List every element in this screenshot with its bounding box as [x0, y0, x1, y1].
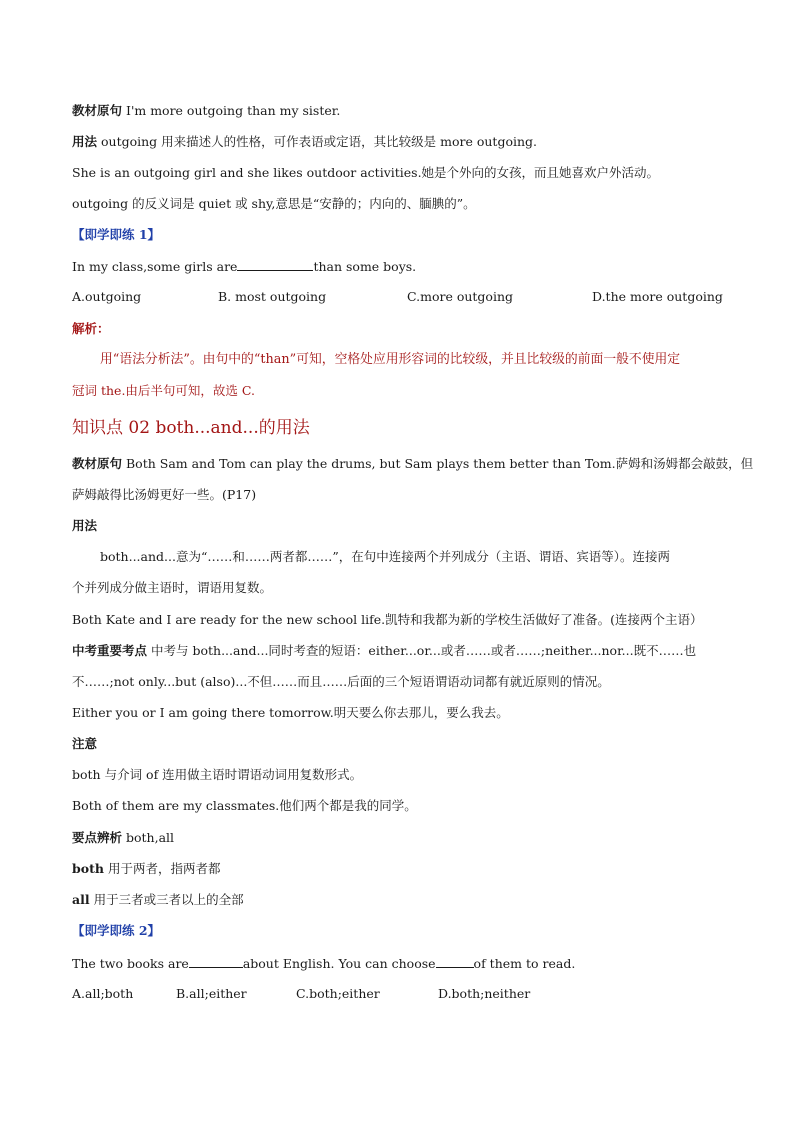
answer-blank	[237, 257, 313, 271]
option-b: B.all;either	[176, 986, 247, 1001]
exam-point-line-2: 不……;not only...but (also)...不但……而且……后面的三个短语谓语动词都有就近原则的情况。	[72, 674, 610, 689]
example-2b: Either you or I am going there tomorrow.明天要么你去那儿，要么我去。	[72, 705, 509, 720]
all-definition: all 用于三者或三者以上的全部	[72, 892, 244, 907]
original-sentence-1: 教材原句 I'm more outgoing than my sister.	[72, 103, 341, 118]
note-text: both 与介词 of 连用做主语时谓语动词用复数形式。	[72, 767, 363, 782]
option-d: D.both;neither	[438, 986, 531, 1001]
answer-blank	[189, 954, 243, 968]
section-heading-02: 知识点 02 both...and...的用法	[72, 418, 310, 438]
example-2a: Both Kate and I are ready for the new school life.凯特和我都为新的学校生活做好了准备。(连接两个主语）	[72, 612, 703, 627]
usage-2-line-1: both...and...意为“……和……两者都……”，在句中连接两个并列成分（主语、谓语、宾语等）。连接两	[100, 549, 670, 564]
practice-label-1: 【即学即练 1】	[72, 227, 161, 242]
example-1: She is an outgoing girl and she likes outdoor activities.她是个外向的女孩，而且她喜欢户外活动。	[72, 165, 660, 180]
exam-point-line-1: 中考重要考点 中考与 both...and...同时考查的短语：either...or...或者……或者……;neither...nor...既不……也	[72, 643, 697, 658]
key-point-diff: 要点辨析 both,all	[72, 830, 175, 845]
option-c: C.more outgoing	[407, 289, 513, 304]
option-a: A.outgoing	[72, 289, 142, 304]
antonym-note: outgoing 的反义词是 quiet 或 shy,意思是“安静的；内向的、腼腆的”。	[72, 196, 476, 211]
analysis-line-2: 冠词 the.由后半句可知，故选 C.	[72, 383, 255, 398]
both-definition: both 用于两者，指两者都	[72, 861, 221, 876]
option-d: D.the more outgoing	[592, 289, 723, 304]
option-b: B. most outgoing	[218, 289, 327, 304]
analysis-label: 解析：	[72, 321, 110, 336]
option-a: A.all;both	[72, 986, 134, 1001]
usage-label-2: 用法	[72, 518, 98, 533]
answer-blank	[436, 954, 474, 968]
usage-2-line-2: 个并列成分做主语时，谓语用复数。	[72, 580, 273, 595]
note-label: 注意	[72, 736, 98, 751]
original-sentence-2b: 萨姆敲得比汤姆更好一些。(P17)	[72, 487, 257, 502]
original-sentence-2a: 教材原句 Both Sam and Tom can play the drums, but Sam plays them better than Tom.萨姆和汤姆都会敲鼓，但	[72, 456, 754, 471]
option-c: C.both;either	[296, 986, 380, 1001]
usage-1: 用法 outgoing 用来描述人的性格，可作表语或定语，其比较级是 more outgoing.	[72, 134, 537, 149]
analysis-line-1: 用“语法分析法”。由句中的“than”可知，空格处应用形容词的比较级，并且比较级的前面一般不使用定	[100, 352, 681, 367]
example-2c: Both of them are my classmates.他们两个都是我的同学。	[72, 798, 417, 813]
practice-question-2: The two books are about English. You can choose of them to read.	[72, 956, 576, 971]
practice-label-2: 【即学即练 2】	[72, 923, 161, 938]
practice-question-1: In my class,some girls are than some boys.	[72, 259, 417, 274]
